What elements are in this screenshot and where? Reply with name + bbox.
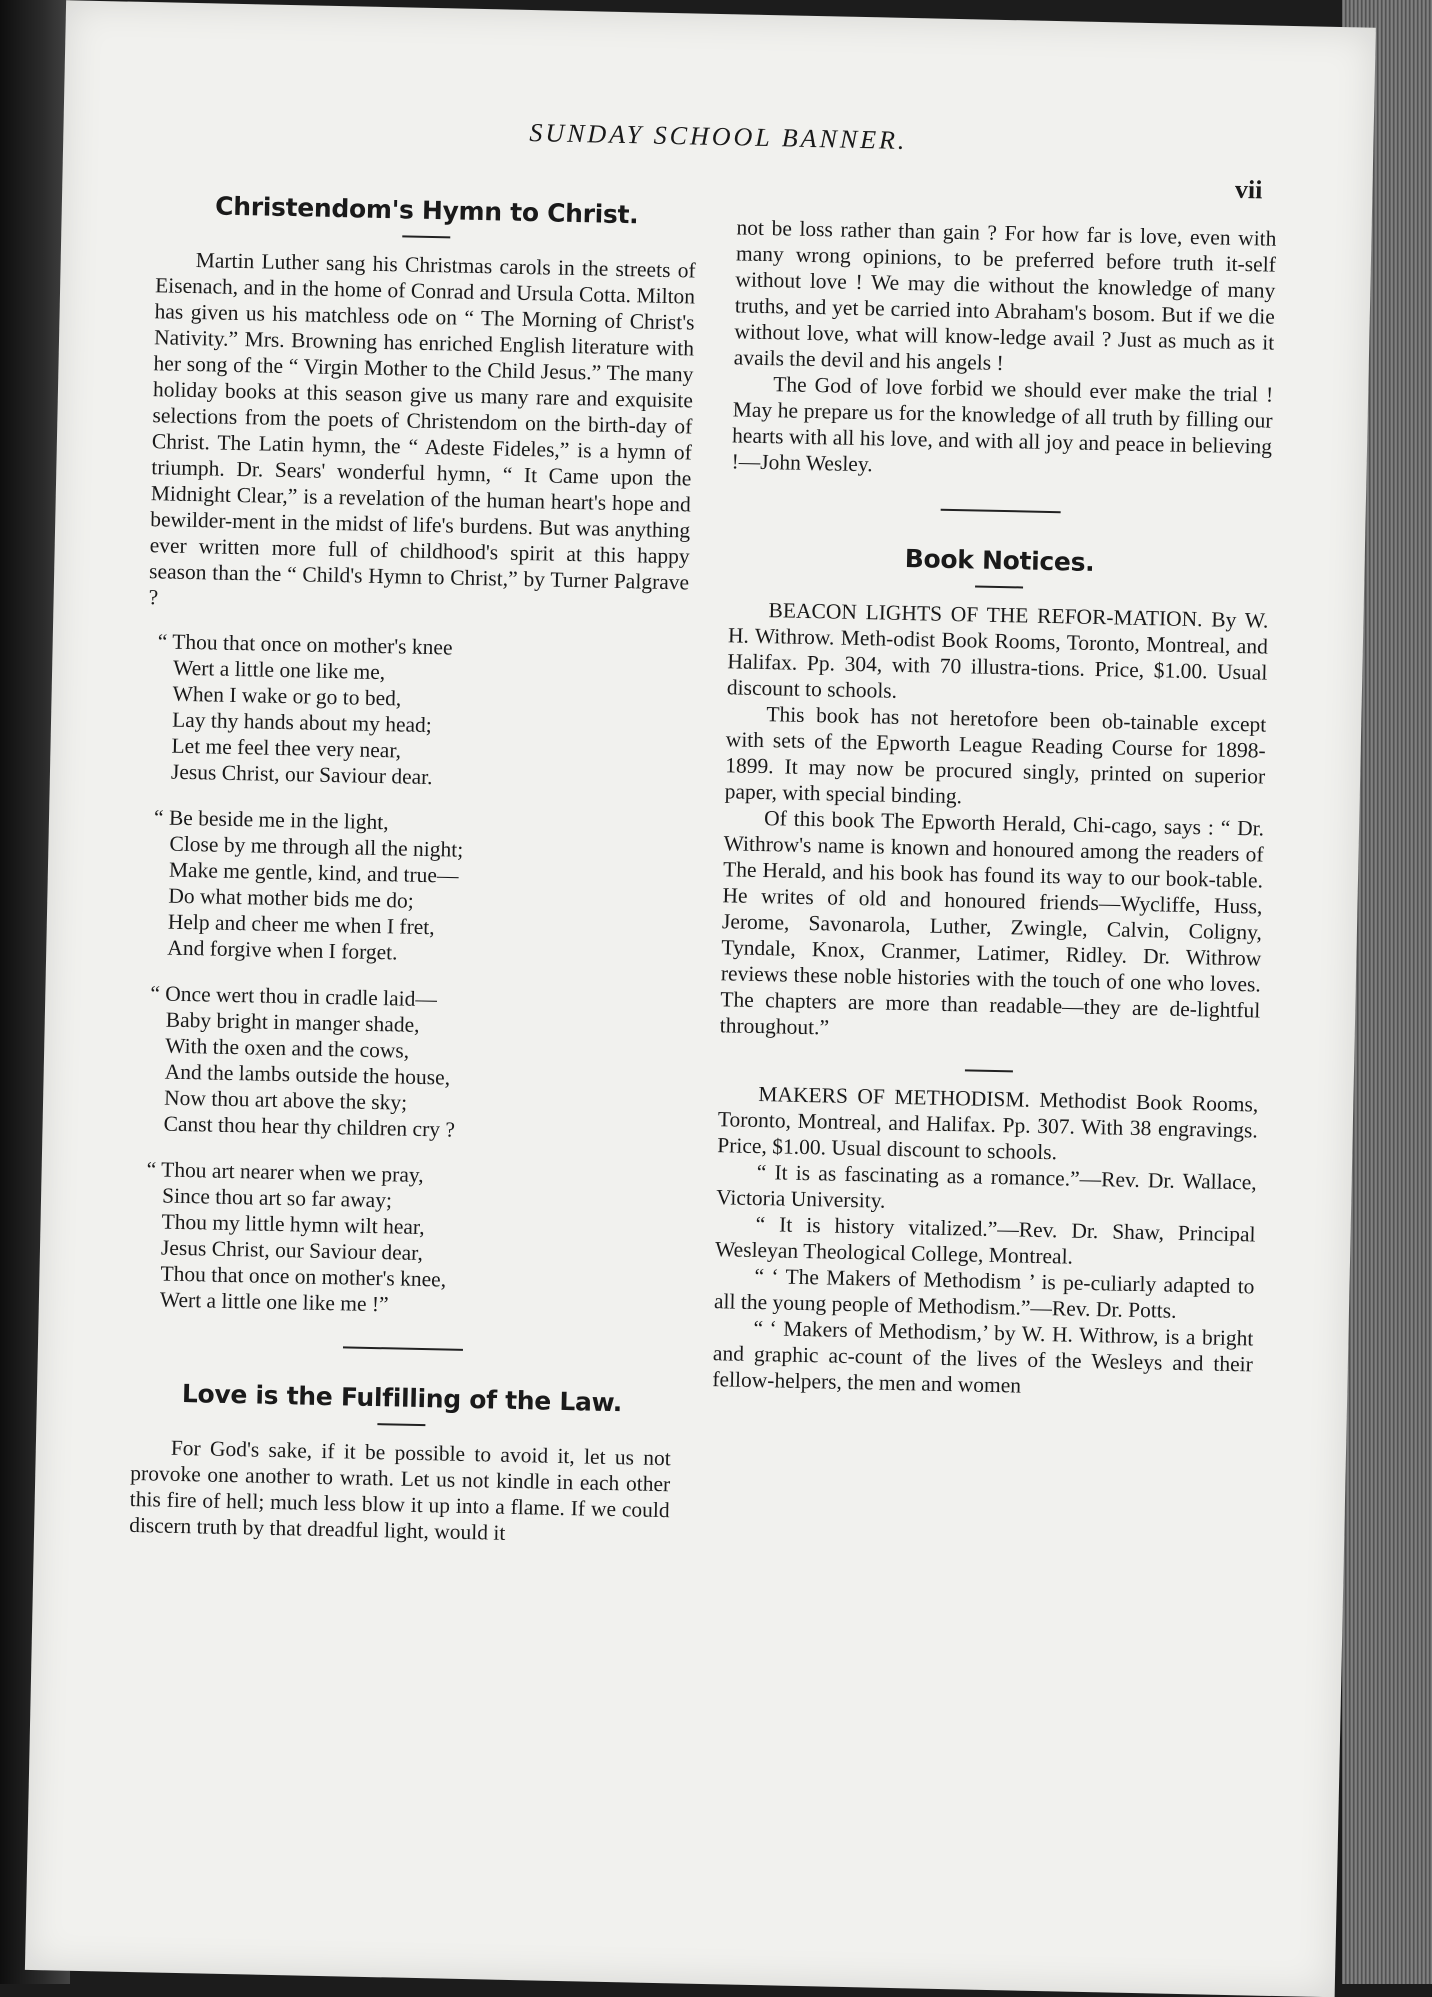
article-paragraph: Martin Luther sang his Christmas carols in the streets of Eisenach, and in the home of Conrad and Ursula Cotta. Milton has given us his matchless ode on “ The Morning of Christ's Nativity.” Mrs. Browning has enriched English literature with her song of the “ Virgin Mother to the Child Jesus.” The many holiday books at this season give us many rare and exquisite selections from the poets of Christendom on the birth-day of Christ. The Latin hymn, the “ Adeste Fideles,” is a hymn of triumph. Dr. Sears' wonderful hymn, “ It Came upon the Midnight Clear,” is a revelation of the human heart's hope and bewilder-ment in the midst of life's burdens. But was anything ever written more full of childhood's spirit at this happy season than the “ Child's Hymn to Christ,” by Turner Palgrave ? xyxy=(148,248,696,610)
poem-line: Wert a little one like me, xyxy=(172,655,386,685)
left-column xyxy=(129,192,697,1549)
article-paragraph: For God's sake, if it be possible to avoid it, let us not provoke one another to wrath. Let us not kindle in each other this fire of hell; much less blow it up into a flame. If we could discern truth by that dreadful light, would it xyxy=(128,1435,671,1545)
poem-line: Make me gentle, kind, and true— xyxy=(168,857,459,888)
poem-line: When I wake or go to bed, xyxy=(172,681,402,711)
book-notice-quote: “ ‘ Makers of Methodism,’ by W. H. Withrow, is a bright and graphic ac-count of the lives of the Wesleys and their fellow-helpers, the men and women xyxy=(712,1315,1254,1398)
book-notice-quote: “ ‘ The Makers of Methodism ’ is pe-culiarly adapted to all the young people of Methodism.”—Rev. Dr. Potts. xyxy=(713,1263,1255,1323)
poem-line: Close by me through all the night; xyxy=(169,831,464,862)
poem-line: “ Be beside me in the light, xyxy=(153,805,389,835)
article-paragraph: The God of love forbid we should ever make the trial ! May he prepare us for the knowledge of all truth by filling our hearts with all his love, and with all joy and peace in believing !—John Wesley. xyxy=(731,372,1274,477)
book-notice-quote: “ It is history vitalized.”—Rev. Dr. Shaw, Principal Wesleyan Theological College, Montreal. xyxy=(714,1211,1256,1269)
book-notice-quote: “ It is as fascinating as a romance.”—Rev. Dr. Wallace, Victoria University. xyxy=(715,1160,1257,1213)
title-rule xyxy=(402,235,450,238)
poem-line: Canst thou hear thy children cry ? xyxy=(163,1111,456,1142)
poem-line: Baby bright in manger shade, xyxy=(165,1007,420,1037)
title-rule xyxy=(975,585,1023,588)
poem-line: And the lambs outside the house, xyxy=(164,1059,451,1090)
poem-stanza xyxy=(144,1156,677,1323)
book-notice-entry: BEACON LIGHTS OF THE REFOR-MATION. By W. H. Withrow. Meth-odist Book Rooms, Toronto, Montreal, and Halifax. Pp. 304, with 70 illustra-tions. Price, $1.00. Usual discount to schools. xyxy=(726,598,1269,703)
poem-stanza xyxy=(155,628,688,795)
running-head: SUNDAY SCHOOL BANNER. xyxy=(529,118,908,155)
poem-line: Now thou art above the sky; xyxy=(163,1085,408,1115)
book-notice-entry: MAKERS OF METHODISM. Methodist Book Rooms, Toronto, Montreal, and Halifax. Pp. 307. With 38 engravings. Price, $1.00. Usual discount to schools. xyxy=(717,1082,1259,1165)
notice-divider xyxy=(965,1069,1013,1072)
magazine-page xyxy=(25,0,1376,1997)
article-title-love-fulfilling-law: Love is the Fulfilling of the Law. xyxy=(181,1379,623,1418)
section-divider xyxy=(343,1346,463,1351)
poem-line: Since thou art so far away; xyxy=(161,1183,393,1213)
article-title-christendoms-hymn: Christendom's Hymn to Christ. xyxy=(214,191,639,230)
poem-line: With the oxen and the cows, xyxy=(165,1033,410,1063)
poem-line: Jesus Christ, our Saviour dear, xyxy=(160,1235,424,1266)
poem-line: Jesus Christ, our Saviour dear. xyxy=(170,759,433,790)
page-number: vii xyxy=(1234,174,1263,205)
poem-line: Lay thy hands about my head; xyxy=(171,707,433,738)
poem-line: Do what mother bids me do; xyxy=(168,883,415,913)
continued-paragraph: not be loss rather than gain ? For how far is love, even with many wrong opinions, to be preferred before truth it-self without love ! We may die without the knowledge of many truths, and yet be carried into Abraham's bosom. But if we die without love, what will know-ledge avail ? Just as much as it avails the devil and his angels ! xyxy=(733,215,1277,375)
section-title-book-notices: Book Notices. xyxy=(904,543,1095,577)
poem-line: And forgive when I forget. xyxy=(167,935,398,965)
poem-line: Help and cheer me when I fret, xyxy=(167,909,435,940)
book-notice-paragraph: This book has not heretofore been ob-tainable except with sets of the Epworth League Reading Course for 1898-1899. It may now be procured singly, printed on superior paper, with special binding. xyxy=(724,702,1267,809)
poem-line: Thou my little hymn wilt hear, xyxy=(161,1209,425,1240)
poem-line: “ Once wert thou in cradle laid— xyxy=(150,981,438,1012)
poem-stanza xyxy=(147,980,680,1147)
poem-line: “ Thou that once on mother's knee xyxy=(157,629,453,660)
poem-stanza xyxy=(151,804,684,971)
title-rule xyxy=(377,1423,425,1426)
poem-line: “ Thou art nearer when we pray, xyxy=(146,1157,424,1188)
book-notice-paragraph: Of this book The Epworth Herald, Chi-cago, says : “ Dr. Withrow's name is known and honoured among the readers of The Herald, and his book has found its way to our book-table. He writes of old and honoured friends—Wycliffe, Huss, Jerome, Savonarola, Luther, Zwingle, Calvin, Coligny, Tyndale, Knox, Cranmer, Latimer, Ridley. Dr. Withrow reviews these noble histories with the touch of one who loves. The chapters are more than readable—they are de-lightful throughout.” xyxy=(719,806,1265,1040)
poem-line: Let me feel thee very near, xyxy=(171,733,402,763)
poem-line: Wert a little one like me !” xyxy=(159,1287,389,1317)
right-column xyxy=(712,214,1277,1403)
poem-line: Thou that once on mother's knee, xyxy=(160,1261,447,1292)
section-divider xyxy=(941,509,1061,514)
hymn-poem xyxy=(134,628,688,1323)
